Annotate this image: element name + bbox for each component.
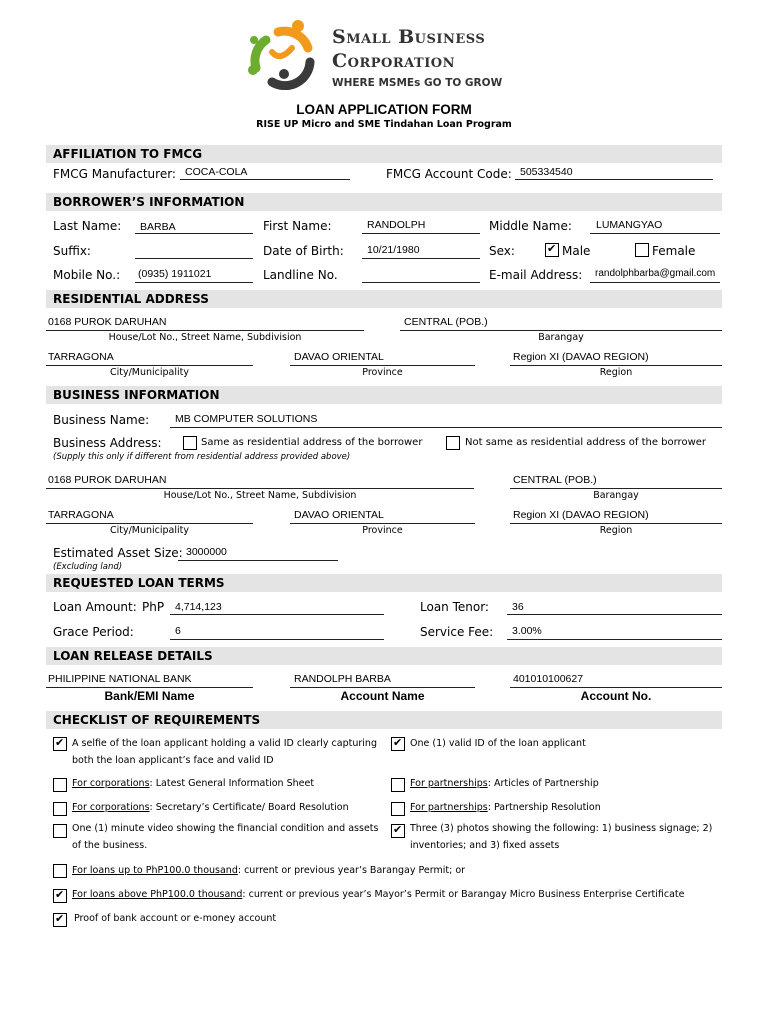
section-title: RESIDENTIAL ADDRESS: [53, 292, 209, 306]
section-title: BUSINESS INFORMATION: [53, 388, 220, 402]
loans-upto-checkbox[interactable]: [53, 864, 67, 878]
same-address-checkbox[interactable]: [183, 436, 197, 450]
part-res-checkbox[interactable]: [391, 802, 405, 816]
not-same-address-label: Not same as residential address of the borrower: [465, 437, 707, 448]
loans-above-rest: : current or previous year’s Mayor’s Permit or Barangay Micro Business Enterprise Certificate: [242, 889, 685, 900]
field-underline: [510, 687, 722, 688]
brand-name-line2: Corporation: [332, 50, 455, 72]
field-underline: [362, 233, 480, 234]
asset-size-note: (Excluding land): [53, 562, 123, 572]
valid-id-text: One (1) valid ID of the loan applicant: [410, 738, 586, 749]
selfie-text-line2: both the loan applicant’s face and valid ID: [72, 755, 274, 766]
corp-gis-checkbox[interactable]: [53, 778, 67, 792]
bus-house-caption: House/Lot No., Street Name, Subdivision: [163, 490, 357, 501]
company-logo: [242, 18, 324, 90]
field-underline: [46, 365, 253, 366]
check-mark-icon: ✔: [55, 889, 65, 901]
email-field[interactable]: randolphbarba@gmail.com: [595, 268, 716, 279]
field-underline: [507, 614, 722, 615]
grace-period-field[interactable]: 6: [175, 625, 181, 637]
middle-name-label: Middle Name:: [489, 219, 572, 233]
check-mark-icon: ✔: [55, 913, 65, 925]
field-underline: [135, 258, 253, 259]
asset-size-field[interactable]: 3000000: [186, 546, 227, 558]
female-label: Female: [652, 244, 696, 258]
fmcg-manufacturer-label: FMCG Manufacturer:: [53, 167, 176, 181]
bus-house-field[interactable]: 0168 PUROK DARUHAN: [48, 474, 167, 486]
fmcg-account-code-label: FMCG Account Code:: [386, 167, 512, 181]
corp-sec-prefix: For corporations: [72, 802, 150, 813]
grace-period-label: Grace Period:: [53, 625, 134, 639]
field-underline: [510, 488, 722, 489]
check-mark-icon: ✔: [393, 824, 403, 836]
corp-sec-text: [72, 802, 349, 813]
loans-above-prefix: For loans above PhP100.0 thousand: [72, 889, 243, 900]
section-title: LOAN RELEASE DETAILS: [53, 649, 213, 663]
corp-gis-prefix: For corporations: [72, 778, 150, 789]
loans-upto-text: [72, 865, 465, 876]
service-fee-label: Service Fee:: [420, 625, 494, 639]
fmcg-manufacturer-field[interactable]: COCA-COLA: [185, 166, 248, 178]
female-checkbox[interactable]: [635, 243, 649, 257]
field-underline: [510, 365, 722, 366]
account-name-field[interactable]: RANDOLPH BARBA: [294, 673, 391, 685]
corp-gis-text: [72, 778, 314, 789]
photos-text-line1: Three (3) photos showing the following: 1) business signage; 2): [410, 823, 713, 834]
section-residential: [46, 290, 722, 308]
field-underline: [290, 687, 475, 688]
field-underline: [507, 639, 722, 640]
field-underline: [135, 282, 253, 283]
res-province-field[interactable]: DAVAO ORIENTAL: [294, 351, 384, 363]
bus-city-caption: City/Municipality: [109, 525, 190, 536]
selfie-text-line1: A selfie of the loan applicant holding a valid ID clearly capturing: [72, 738, 377, 749]
field-underline: [46, 488, 474, 489]
business-address-label: Business Address:: [53, 436, 162, 450]
video-text-line1: One (1) minute video showing the financial condition and assets: [72, 823, 379, 834]
video-text-line2: of the business.: [72, 840, 148, 851]
account-no-field[interactable]: 401010100627: [513, 673, 584, 685]
bus-barangay-caption: Barangay: [593, 490, 639, 501]
bank-proof-text: Proof of bank account or e-money account: [74, 913, 277, 924]
check-mark-icon: ✔: [393, 737, 403, 749]
first-name-label: First Name:: [263, 219, 332, 233]
bus-region-caption: Region: [599, 525, 633, 536]
mobile-label: Mobile No.:: [53, 268, 121, 282]
field-underline: [362, 282, 480, 283]
field-underline: [515, 179, 713, 180]
section-title: BORROWER’S INFORMATION: [53, 195, 245, 209]
section-loan-release: [46, 647, 722, 665]
section-affiliation: [46, 145, 722, 163]
field-underline: [178, 560, 338, 561]
valid-id-checkbox[interactable]: [391, 737, 405, 751]
res-region-caption: Region: [599, 367, 633, 378]
photos-text-line2: inventories; and 3) fixed assets: [410, 840, 560, 851]
field-underline: [46, 687, 253, 688]
field-underline: [290, 523, 475, 524]
account-name-caption: Account Name: [340, 689, 425, 703]
last-name-label: Last Name:: [53, 219, 122, 233]
business-name-label: Business Name:: [53, 413, 150, 427]
part-res-rest: : Partnership Resolution: [487, 802, 601, 813]
res-house-caption: House/Lot No., Street Name, Subdivision: [108, 332, 302, 343]
form-title: LOAN APPLICATION FORM: [296, 102, 472, 117]
loans-upto-prefix: For loans up to PhP100.0 thousand: [72, 865, 238, 876]
email-label: E-mail Address:: [489, 268, 583, 282]
sex-label: Sex:: [489, 244, 515, 258]
part-res-text: [410, 802, 601, 813]
field-underline: [590, 233, 720, 234]
loan-tenor-label: Loan Tenor:: [420, 600, 489, 614]
bus-region-field[interactable]: Region XI (DAVAO REGION): [513, 509, 649, 521]
business-name-field[interactable]: MB COMPUTER SOLUTIONS: [175, 413, 318, 425]
selfie-checkbox[interactable]: [53, 737, 67, 751]
bank-name-caption: Bank/EMI Name: [104, 689, 195, 703]
last-name-field[interactable]: BARBA: [140, 221, 176, 233]
field-underline: [46, 523, 253, 524]
loan-amount-currency: PhP: [142, 600, 165, 614]
section-business: [46, 386, 722, 404]
form-subtitle: RISE UP Micro and SME Tindahan Loan Program: [256, 119, 512, 130]
middle-name-field[interactable]: LUMANGYAO: [596, 219, 663, 231]
section-title: CHECKLIST OF REQUIREMENTS: [53, 713, 261, 727]
res-region-field[interactable]: Region XI (DAVAO REGION): [513, 351, 649, 363]
account-no-caption: Account No.: [580, 689, 652, 703]
male-checkbox[interactable]: [545, 243, 559, 257]
check-mark-icon: ✔: [55, 737, 65, 749]
part-articles-text: [410, 778, 599, 789]
res-province-caption: Province: [362, 367, 403, 378]
section-loan-terms: [46, 574, 722, 592]
dob-field[interactable]: 10/21/1980: [367, 244, 420, 256]
field-underline: [590, 282, 720, 283]
field-underline: [135, 233, 253, 234]
res-barangay-field[interactable]: CENTRAL (POB.): [404, 316, 488, 328]
suffix-label: Suffix:: [53, 244, 91, 258]
part-res-prefix: For partnerships: [410, 802, 488, 813]
loan-amount-field[interactable]: 4,714,123: [175, 601, 222, 613]
corp-sec-rest: : Secretary’s Certificate/ Board Resolution: [149, 802, 349, 813]
bus-province-caption: Province: [362, 525, 403, 536]
loans-upto-rest: : current or previous year’s Barangay Permit; or: [237, 865, 466, 876]
business-address-note: (Supply this only if different from residential address provided above): [53, 452, 351, 462]
loans-above-checkbox[interactable]: [53, 889, 67, 903]
fmcg-account-code-field[interactable]: 505334540: [520, 166, 573, 178]
part-articles-checkbox[interactable]: [391, 778, 405, 792]
res-city-field[interactable]: TARRAGONA: [48, 351, 114, 363]
bus-province-field[interactable]: DAVAO ORIENTAL: [294, 509, 384, 521]
asset-size-label: Estimated Asset Size:: [53, 546, 183, 560]
male-label: Male: [562, 244, 591, 258]
section-title: AFFILIATION TO FMCG: [53, 147, 203, 161]
loan-tenor-field[interactable]: 36: [512, 601, 524, 613]
mobile-field[interactable]: (0935) 1911021: [138, 268, 212, 280]
field-underline: [362, 258, 480, 259]
bank-proof-checkbox[interactable]: [53, 913, 67, 927]
res-house-field[interactable]: 0168 PUROK DARUHAN: [48, 316, 167, 328]
part-articles-rest: : Articles of Partnership: [487, 778, 599, 789]
field-underline: [170, 639, 384, 640]
res-barangay-caption: Barangay: [538, 332, 584, 343]
loans-above-text: [72, 889, 684, 900]
not-same-address-checkbox[interactable]: [446, 436, 460, 450]
check-mark-icon: ✔: [547, 243, 557, 255]
bus-barangay-field[interactable]: CENTRAL (POB.): [513, 474, 597, 486]
loan-amount-label: Loan Amount:: [53, 600, 137, 614]
field-underline: [510, 523, 722, 524]
field-underline: [290, 365, 475, 366]
res-city-caption: City/Municipality: [109, 367, 190, 378]
landline-label: Landline No.: [263, 268, 338, 282]
photos-checkbox[interactable]: [391, 824, 405, 838]
field-underline: [400, 330, 722, 331]
part-articles-prefix: For partnerships: [410, 778, 488, 789]
service-fee-field[interactable]: 3.00%: [512, 625, 542, 637]
first-name-field[interactable]: RANDOLPH: [367, 219, 426, 231]
bank-name-field[interactable]: PHILIPPINE NATIONAL BANK: [48, 673, 192, 685]
bus-city-field[interactable]: TARRAGONA: [48, 509, 114, 521]
field-underline: [170, 614, 384, 615]
corp-sec-checkbox[interactable]: [53, 802, 67, 816]
brand-tagline: WHERE MSMEs GO TO GROW: [332, 77, 503, 89]
dob-label: Date of Birth:: [263, 244, 344, 258]
same-address-label: Same as residential address of the borrower: [201, 437, 423, 448]
section-checklist: [46, 711, 722, 729]
video-checkbox[interactable]: [53, 824, 67, 838]
field-underline: [170, 427, 722, 428]
field-underline: [180, 179, 350, 180]
field-underline: [46, 330, 364, 331]
brand-name-line1: Small Business: [332, 26, 486, 48]
section-borrower: [46, 193, 722, 211]
section-title: REQUESTED LOAN TERMS: [53, 576, 225, 590]
corp-gis-rest: : Latest General Information Sheet: [149, 778, 315, 789]
